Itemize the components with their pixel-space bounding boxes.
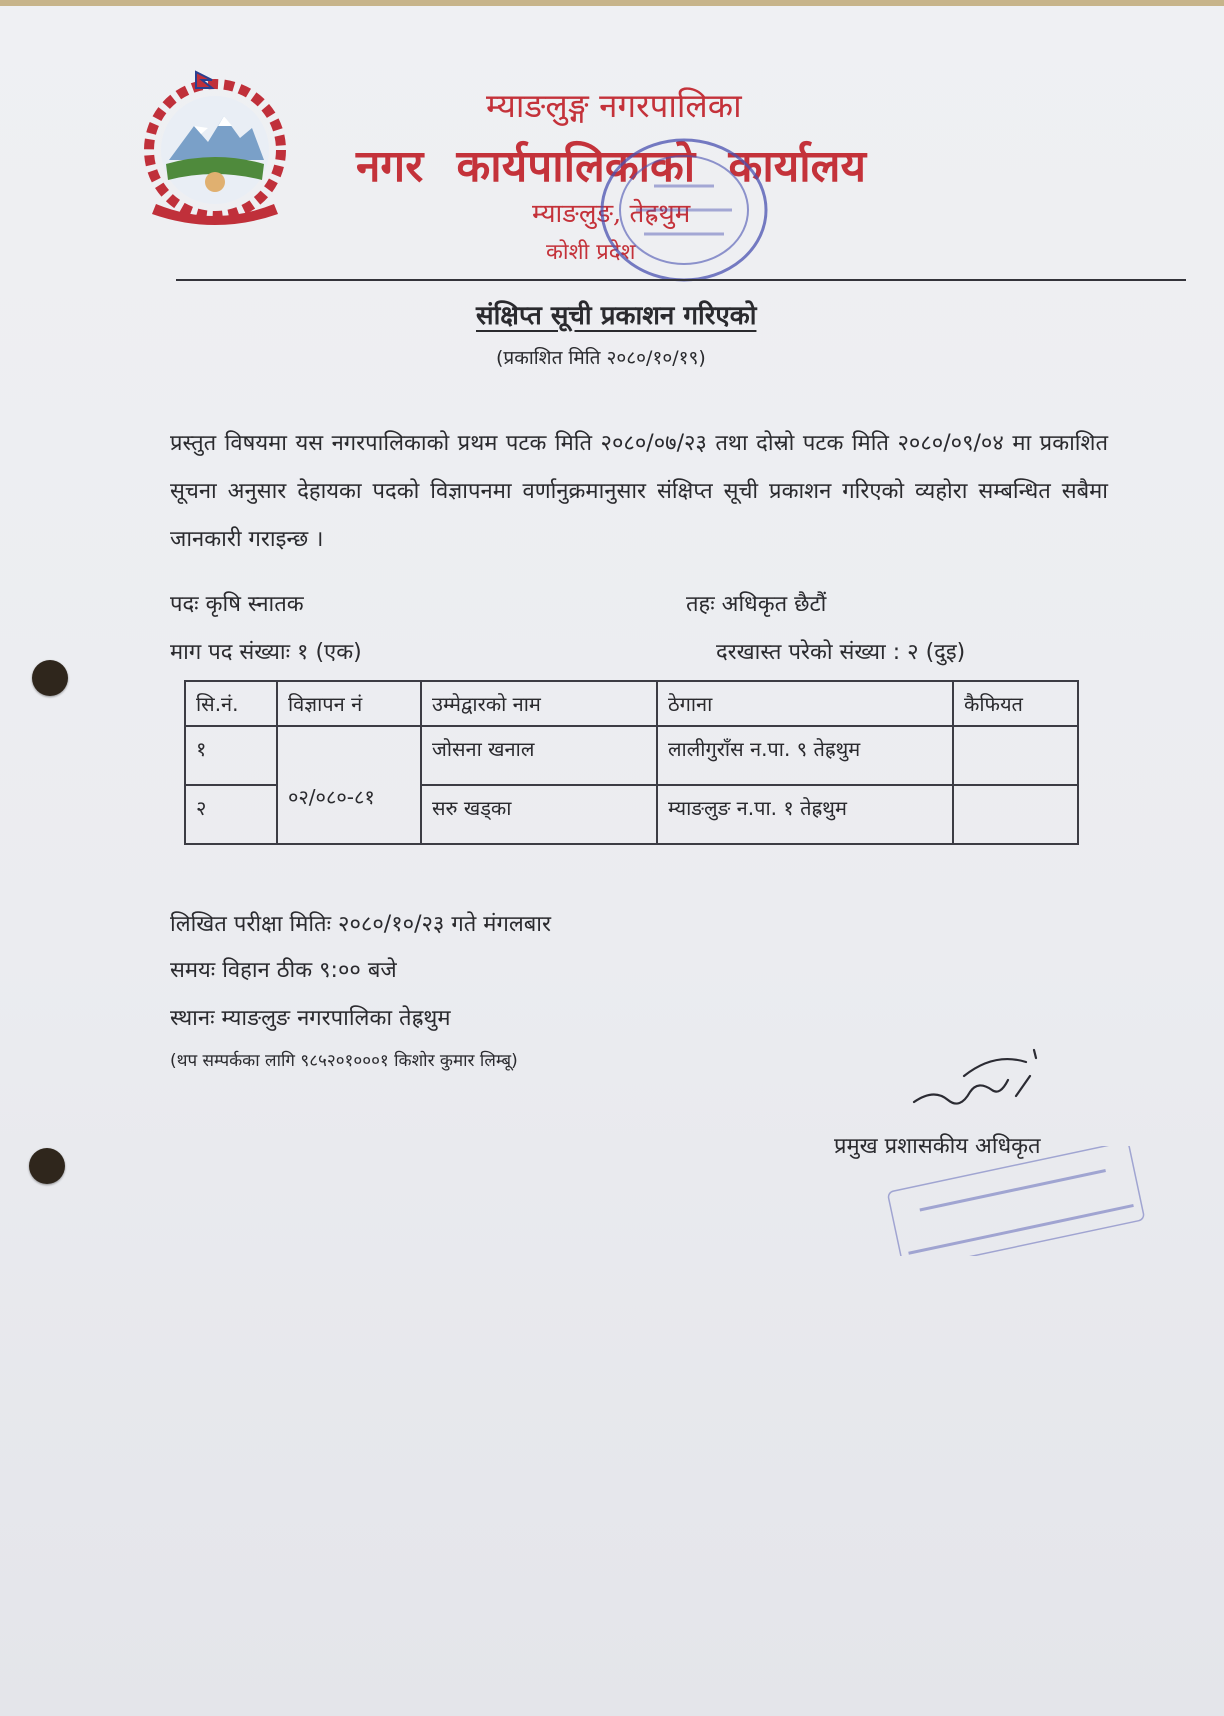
officer-stamp	[880, 1146, 1150, 1256]
cell-advertisement-no: ०२/०८०-८१	[277, 726, 421, 844]
cell-sn: २	[185, 785, 277, 844]
office-name: नगर कार्यपालिकाको कार्यालय	[356, 141, 866, 192]
cell-candidate-name: जोसना खनाल	[421, 726, 657, 785]
exam-date: लिखित परीक्षा मितिः २०८०/१०/२३ गते मंगलबार	[170, 912, 552, 937]
header-candidate: उम्मेद्वारको नाम	[421, 681, 657, 726]
nepal-emblem	[136, 68, 294, 228]
cell-remarks	[953, 785, 1078, 844]
shortlist-table	[184, 680, 1079, 845]
exam-time: समयः विहान ठीक ९:०० बजे	[170, 958, 397, 983]
office-stamp	[584, 130, 784, 300]
exam-place: स्थानः म्याङलुङ नगरपालिका तेह्रथुम	[170, 1006, 451, 1031]
municipality-name: म्याङलुङ्ग नगरपालिका	[486, 86, 742, 125]
desk-edge	[0, 0, 1224, 6]
level-field: तहः अधिकृत छैटौं	[686, 592, 827, 617]
office-location: म्याङलुङ, तेह्रथुम	[532, 199, 691, 229]
header-advertisement: विज्ञापन नं	[277, 681, 421, 726]
header-divider	[176, 279, 1186, 281]
published-date: (प्रकाशित मिति २०८०/१०/१९)	[496, 347, 706, 369]
cell-remarks	[953, 726, 1078, 785]
office-province: कोशी प्रदेश	[546, 240, 636, 265]
cell-address: लालीगुराँस न.पा. ९ तेह्रथुम	[657, 726, 953, 785]
punch-hole	[32, 660, 68, 696]
table-header-row	[185, 681, 1078, 726]
signatory-title: प्रमुख प्रशासकीय अधिकृत	[834, 1134, 1041, 1159]
header-address: ठेगाना	[657, 681, 953, 726]
punch-hole	[29, 1148, 65, 1184]
header-remarks: कैफियत	[953, 681, 1078, 726]
demand-field: माग पद संख्याः १ (एक)	[170, 640, 362, 665]
cell-candidate-name: सरु खड्का	[421, 785, 657, 844]
cell-address: म्याङलुङ न.पा. १ तेह्रथुम	[657, 785, 953, 844]
applications-field: दरखास्त परेको संख्या : २ (दुइ)	[716, 640, 966, 665]
cell-sn: १	[185, 726, 277, 785]
notice-paragraph: प्रस्तुत विषयमा यस नगरपालिकाको प्रथम पटक मिति २०८०/०७/२३ तथा दोस्रो पटक मिति २०८०/०९/०४ मा प्रकाशित सूचना अनुसार देहायका पदको विज्ञापनमा वर्णानुक्रमानुसार संक्षिप्त सूची प्रकाशन गरिएको व्यहोरा सम्बन्धित सबैमा जानकारी गराइन्छ ।	[170, 431, 1108, 552]
table-row	[185, 726, 1078, 785]
post-field: पदः कृषि स्नातक	[170, 592, 304, 617]
signature	[904, 1040, 1054, 1130]
notice-title: संक्षिप्त सूची प्रकाशन गरिएको	[476, 301, 757, 331]
header-sn: सि.नं.	[185, 681, 277, 726]
contact-note: (थप सम्पर्कका लागि ९८५२०१०००१ किशोर कुमार लिम्बू)	[170, 1051, 518, 1071]
